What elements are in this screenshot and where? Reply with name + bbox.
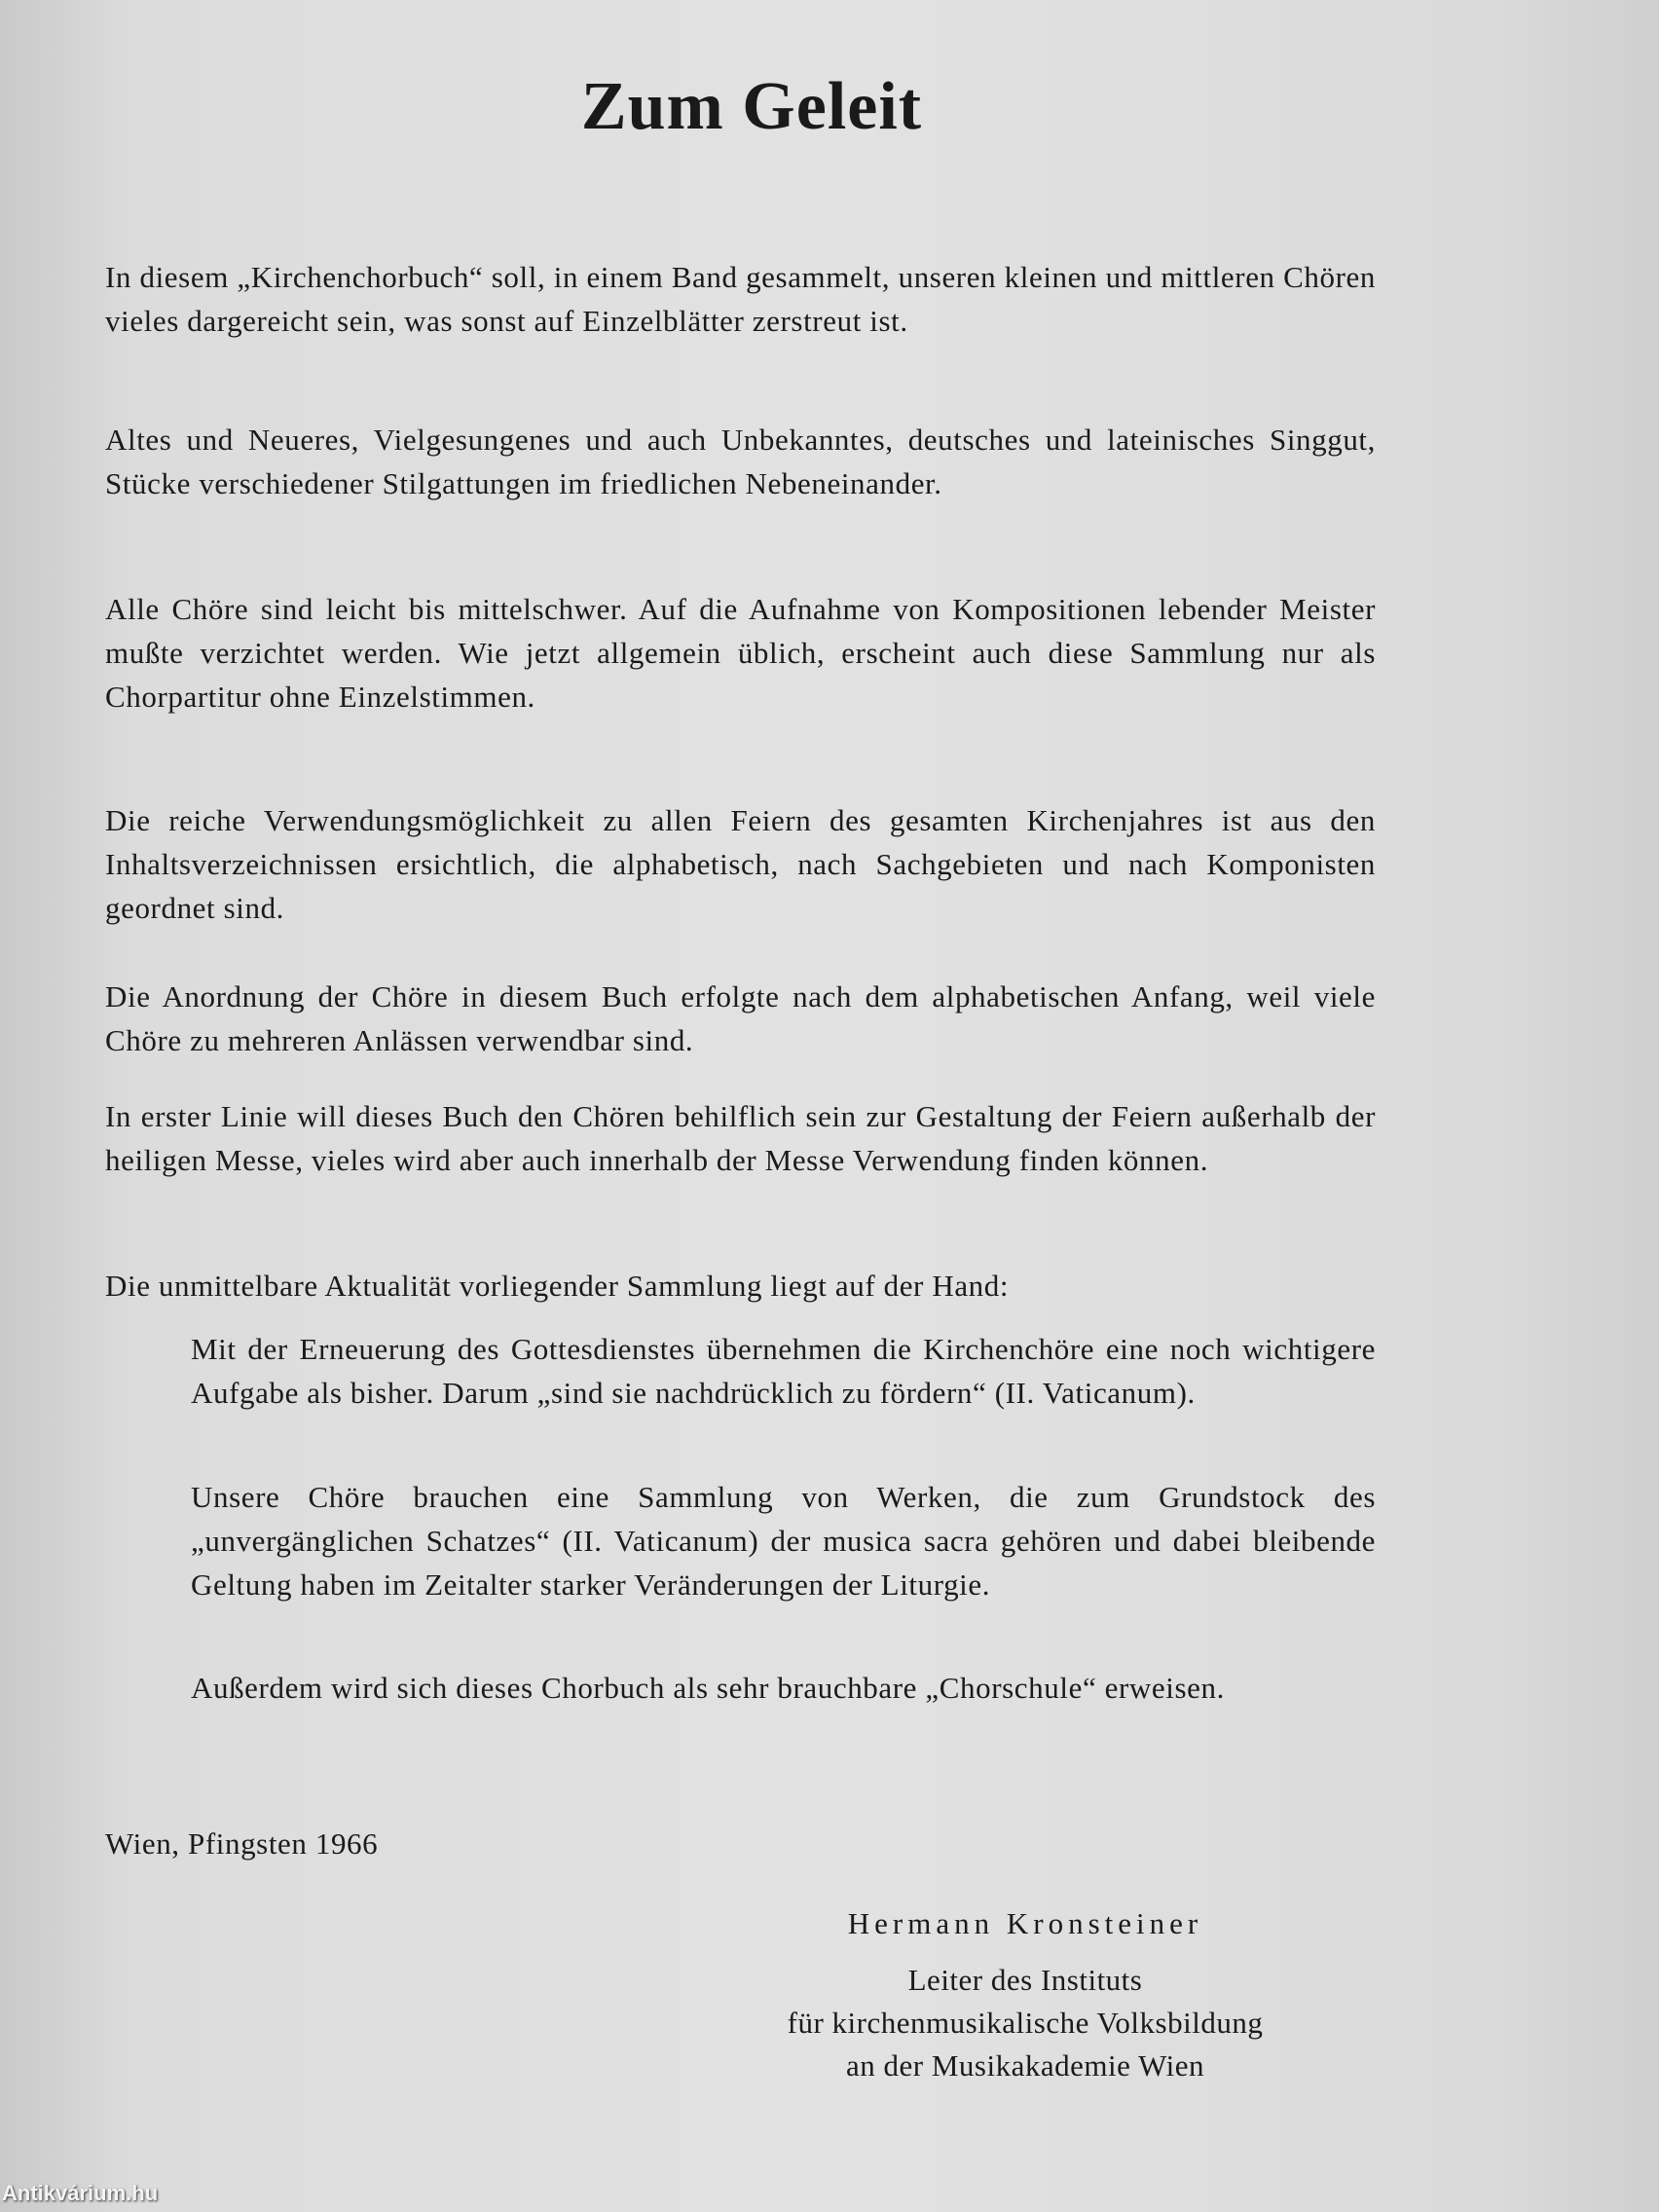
signature-line: Leiter des Instituts [907,1963,1143,1997]
point-school: Außerdem wird sich dieses Chorbuch als sehr brauchbare „Chorschule“ erweisen. [191,1671,1225,1705]
page-title: Zum Geleit [580,69,923,144]
paragraph-content: Altes und Neueres, Vielgesungenes und auch Unbekanntes, deutsches und lateinisches Singgut, Stücke verschiedener Stilgattungen im friedlichen Nebeneinander. [105,423,1376,500]
paragraph-purpose: In erster Linie will dieses Buch den Chören behilflich sein zur Gestaltung der Feiern außerhalb der heiligen Messe, vieles wird aber auch innerhalb der Messe Verwendung finden können. [105,1099,1376,1177]
paragraph-intro: In diesem „Kirchenchorbuch“ soll, in einem Band gesammelt, unseren kleinen und mittleren Chören vieles dargereicht sein, was sonst auf Einzelblätter zerstreut ist. [105,260,1376,338]
signature-line: an der Musikakademie Wien [846,2048,1204,2083]
paragraph-relevance: Die unmittelbare Aktualität vorliegender Sammlung liegt auf der Hand: [105,1269,1010,1303]
paragraph-usage: Die reiche Verwendungsmöglichkeit zu allen Feiern des gesamten Kirchenjahres ist aus den Inhaltsverzeichnissen ersichtlich, die alphabetisch, nach Sachgebieten und nach Komponisten geordnet sind. [105,803,1376,925]
signature-line: für kirchenmusikalische Volksbildung [787,2006,1264,2040]
paragraph-difficulty: Alle Chöre sind leicht bis mittelschwer. Auf die Aufnahme von Kompositionen lebender Meister mußte verzichtet werden. Wie jetzt allgemein üblich, erscheint auch diese Sammlung nur als Chorpartitur ohne Einzelstimmen. [105,592,1376,714]
signature-name: Hermann Kronsteiner [847,1906,1203,1940]
watermark: Antikvárium.hu [2,2181,159,2205]
place-date: Wien, Pfingsten 1966 [105,1826,379,1861]
point-renewal: Mit der Erneuerung des Gottesdienstes übernehmen die Kirchenchöre eine noch wichtigere Aufgabe als bisher. Darum „sind sie nachdrücklich zu fördern“ (II. Vaticanum). [191,1332,1376,1410]
paragraph-order: Die Anordnung der Chöre in diesem Buch erfolgte nach dem alphabetischen Anfang, weil viele Chöre zu mehreren Anlässen verwendbar sind. [105,979,1376,1057]
point-collection: Unsere Chöre brauchen eine Sammlung von Werken, die zum Grundstock des „unvergänglichen Schatzes“ (II. Vaticanum) der musica sacra gehören und dabei bleibende Geltung haben im Zeitalter starker Veränderungen der Liturgie. [191,1480,1376,1602]
